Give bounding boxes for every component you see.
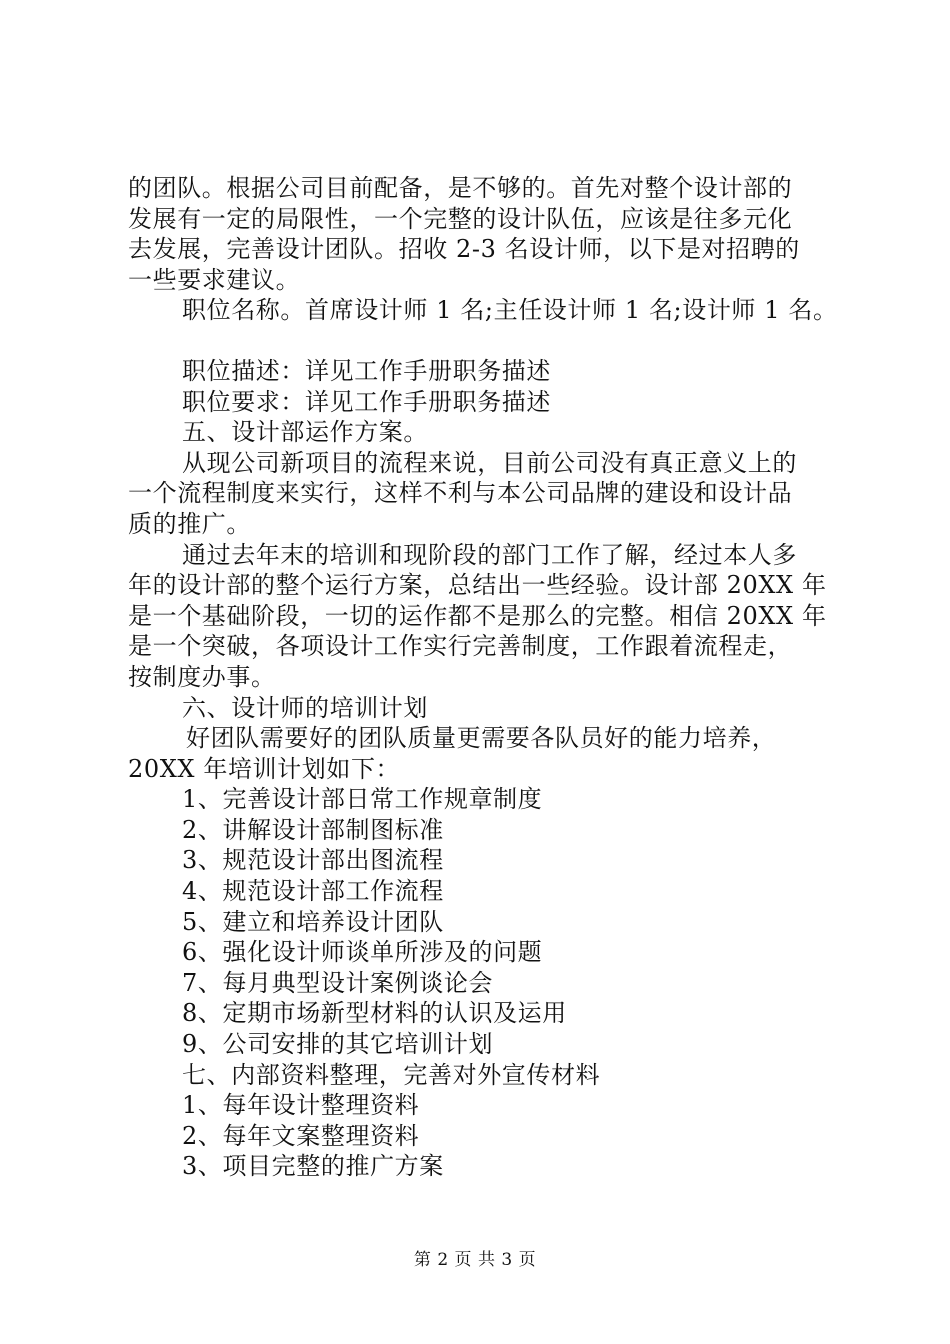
body-line: 是一个基础阶段，一切的运作都不是那么的完整。相信 20XX 年 (128, 601, 827, 630)
body-line: 从现公司新项目的流程来说，目前公司没有真正意义上的 (182, 448, 797, 477)
list-item: 1、每年设计整理资料 (182, 1091, 420, 1120)
list-item: 8、定期市场新型材料的认识及运用 (182, 999, 567, 1028)
list-item: 2、每年文案整理资料 (182, 1121, 420, 1150)
body-line: 是一个突破，各项设计工作实行完善制度，工作跟着流程走， (128, 632, 793, 661)
blank-line (128, 326, 848, 356)
body-line: 通过去年末的培训和现阶段的部门工作了解，经过本人多 (182, 540, 797, 569)
list-item: 9、公司安排的其它培训计划 (182, 1030, 494, 1059)
body-line: 一个流程制度来实行，这样不利与本公司品牌的建设和设计品 (128, 479, 793, 508)
section-heading: 七、内部资料整理，完善对外宣传材料 (182, 1060, 601, 1089)
list-item: 1、完善设计部日常工作规章制度 (182, 785, 543, 814)
section-heading: 六、设计师的培训计划 (182, 693, 428, 722)
list-item: 2、讲解设计部制图标准 (182, 815, 444, 844)
list-item: 6、强化设计师谈单所涉及的问题 (182, 938, 543, 967)
body-line: 按制度办事。 (128, 662, 276, 691)
list-item: 7、每月典型设计案例谈论会 (182, 968, 494, 997)
job-description-line: 职位描述：详见工作手册职务描述 (182, 356, 551, 385)
list-item: 4、规范设计部工作流程 (182, 877, 444, 906)
document-body (128, 173, 848, 1182)
job-title-line: 职位名称。首席设计师 1 名;主任设计师 1 名;设计师 1 名。 (182, 296, 838, 325)
page-number-footer: 第 2 页 共 3 页 (413, 1250, 537, 1270)
body-line: 年的设计部的整个运行方案，总结出一些经验。设计部 20XX 年 (128, 571, 827, 600)
list-item: 3、规范设计部出图流程 (182, 846, 444, 875)
list-item: 5、建立和培养设计团队 (182, 907, 444, 936)
section-heading: 五、设计部运作方案。 (182, 418, 428, 447)
body-line: 去发展，完善设计团队。招收 2-3 名设计师，以下是对招聘的 (128, 235, 800, 264)
body-line: 的团队。根据公司目前配备，是不够的。首先对整个设计部的 (128, 174, 793, 202)
body-line: 发展有一定的局限性，一个完整的设计队伍，应该是往多元化 (128, 204, 793, 233)
body-line: 质的推广。 (128, 509, 251, 538)
body-line: 20XX 年培训计划如下： (128, 754, 401, 783)
job-requirement-line: 职位要求：详见工作手册职务描述 (182, 387, 551, 416)
body-line: 一些要求建议。 (128, 265, 301, 294)
list-item: 3、项目完整的推广方案 (182, 1152, 444, 1181)
body-line: 好团队需要好的团队质量更需要各队员好的能力培养， (186, 724, 777, 753)
